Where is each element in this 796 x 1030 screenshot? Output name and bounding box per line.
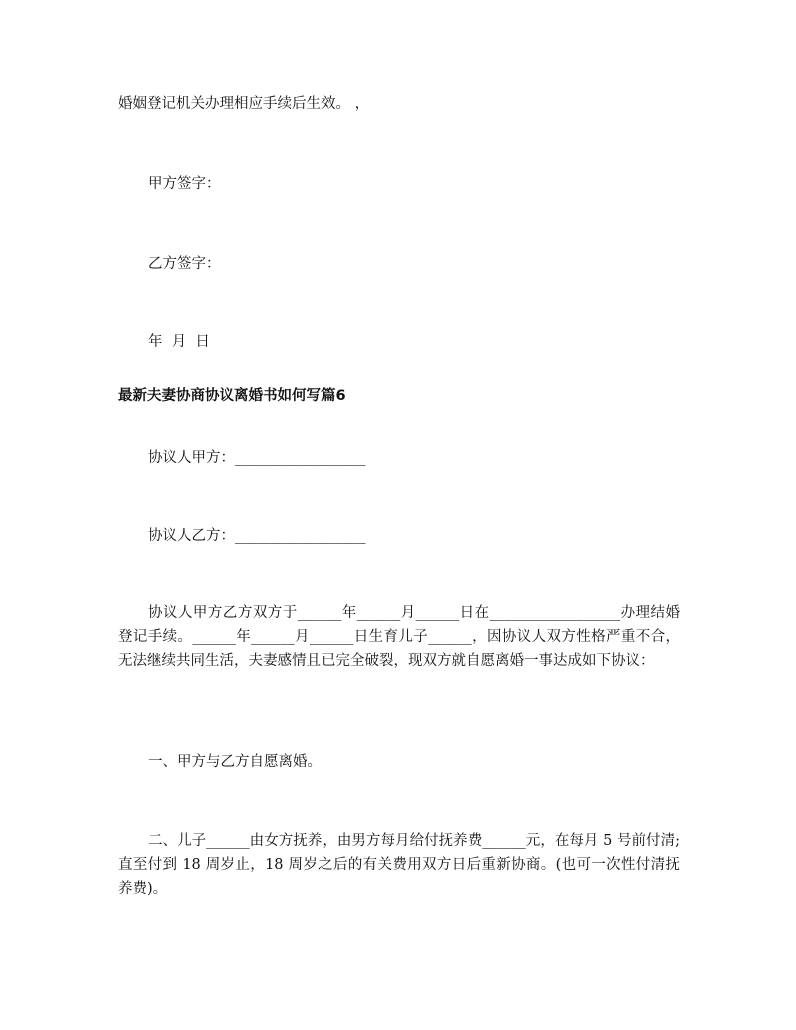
clause-1: 一、甲方与乙方自愿离婚。 bbox=[148, 754, 322, 770]
paragraph-continuation: 婚姻登记机关办理相应手续后生效。 ， bbox=[118, 96, 370, 112]
section-title: 最新夫妻协商协议离婚书如何写篇6 bbox=[118, 388, 346, 404]
date-line: 年 月 日 bbox=[148, 334, 210, 350]
party-a-signature-line: 甲方签字： bbox=[148, 176, 221, 192]
party-b-signature-line: 乙方签字： bbox=[148, 256, 221, 272]
party-b-line: 协议人乙方：__________________ bbox=[148, 528, 366, 544]
party-a-line: 协议人甲方：__________________ bbox=[148, 450, 366, 466]
agreement-intro-paragraph: 协议人甲方乙方双方于______年______月______日在__________________办理结婚登记手续。______年______月______日生育儿子______，因协议人双方性格严重不合，无法继续共同生活，夫妻感情且已完全破裂，现双方就自愿离婚一事达成如下协议： bbox=[118, 605, 680, 669]
clause-2: 二、儿子______由女方抚养，由男方每月给付抚养费______元，在每月 5 号前付清;直至付到 18 周岁止，18 周岁之后的有关费用双方日后重新协商。(也可一次性付清抚养费)。 bbox=[118, 833, 680, 897]
